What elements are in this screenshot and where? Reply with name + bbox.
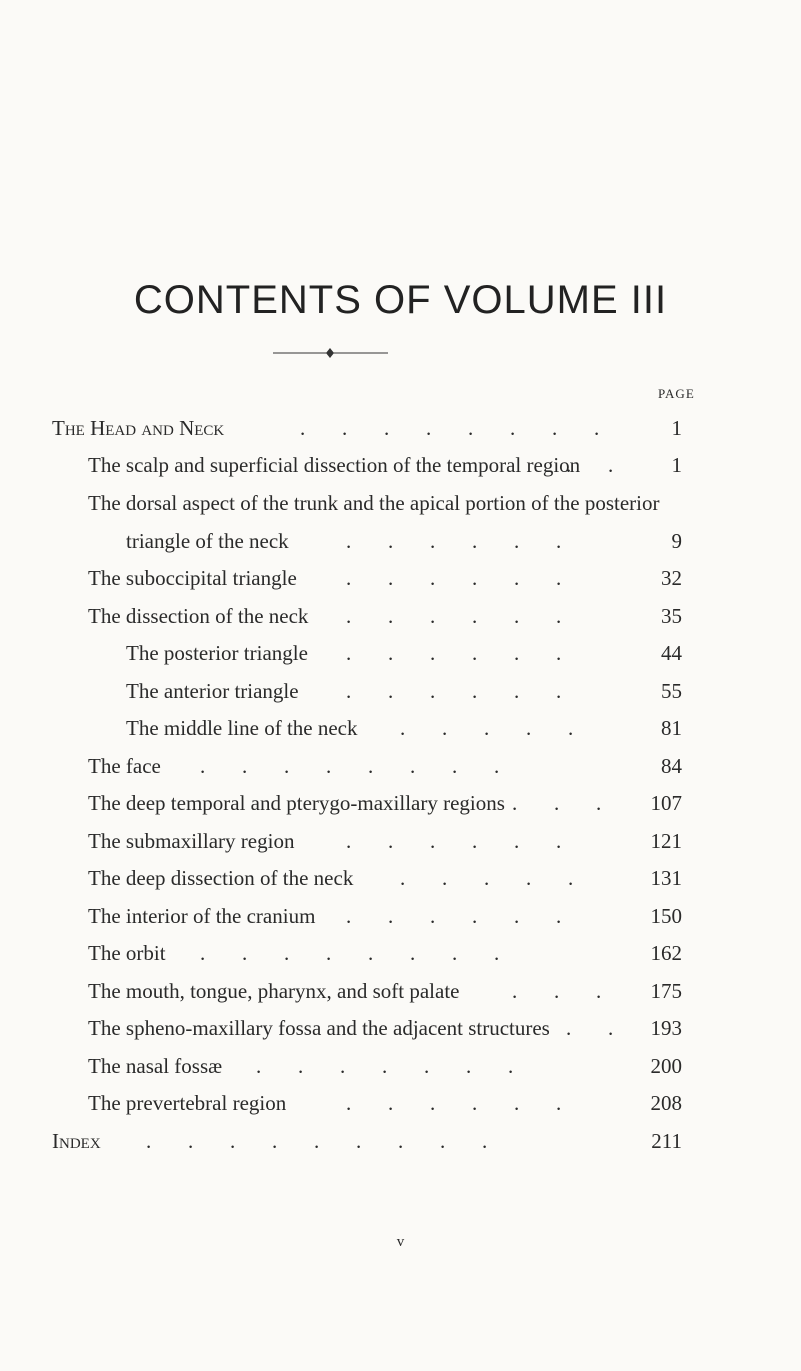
toc-entry-page: 9	[671, 529, 682, 553]
page-title: CONTENTS OF VOLUME III	[133, 278, 668, 322]
toc-entry-title: The face	[88, 754, 161, 778]
toc-entry-page: 32	[661, 566, 682, 590]
toc-leader-dots: . . . . . .	[346, 566, 562, 590]
toc-entry-title: The prevertebral region	[88, 1091, 287, 1115]
toc-leader-dots: . . . . . .	[346, 529, 562, 553]
toc-entry-title: The dorsal aspect of the trunk and the apical portion of the posterior	[88, 491, 660, 515]
toc-entry-page: 211	[651, 1129, 682, 1153]
toc-leader-dots: . .	[566, 1016, 614, 1040]
toc-entry-page: 81	[661, 716, 682, 740]
toc-entry-page: 162	[650, 941, 682, 965]
toc-entry-title: The Head and Neck	[52, 416, 225, 440]
toc-leader-dots: . . . . . . . .	[200, 941, 500, 965]
page-folio: v	[396, 1234, 405, 1250]
toc-leader-dots: . .	[566, 453, 614, 477]
toc-leader-dots: . . . . . . . . .	[146, 1129, 488, 1153]
toc-entry-title: The dissection of the neck	[88, 604, 309, 628]
toc-entry-page: 121	[650, 829, 682, 853]
toc-leader-dots: . . . . . . . .	[200, 754, 500, 778]
toc-entry-title: Index	[52, 1129, 101, 1153]
toc-entry-title: The nasal fossæ	[88, 1054, 223, 1078]
toc-leader-dots: . . . . .	[400, 866, 574, 890]
toc-entry-page: 193	[650, 1016, 682, 1040]
toc-entry-page: 175	[650, 979, 682, 1003]
toc-entry-page: 44	[661, 641, 682, 665]
toc-entry-title: The middle line of the neck	[126, 716, 358, 740]
toc-leader-dots: . . . . . .	[346, 604, 562, 628]
toc-leader-dots: . . . . . .	[346, 1091, 562, 1115]
toc-leader-dots: . . . . . . . .	[300, 416, 600, 440]
toc-entry-title: The deep dissection of the neck	[88, 866, 354, 890]
toc-entry-title: The submaxillary region	[88, 829, 295, 853]
toc-leader-dots: . . . . . .	[346, 679, 562, 703]
toc-entry-title: The scalp and superficial dissection of the temporal region	[88, 453, 581, 477]
toc-entry-page: 55	[661, 679, 682, 703]
toc-entry-title: The mouth, tongue, pharynx, and soft palate	[88, 979, 460, 1003]
toc-leader-dots: . . . . . .	[346, 641, 562, 665]
toc-entry-page: 84	[661, 754, 682, 778]
page-column-header: PAGE	[658, 386, 695, 401]
toc-leader-dots: . . .	[512, 979, 602, 1003]
toc-leader-dots: . . . . . . .	[256, 1054, 514, 1078]
toc-entry-title: triangle of the neck	[126, 529, 289, 553]
toc-leader-dots: . . .	[512, 791, 602, 815]
toc-entry-page: 150	[650, 904, 682, 928]
toc-entry-title: The posterior triangle	[126, 641, 308, 665]
toc-entry-page: 200	[650, 1054, 682, 1078]
toc-entry-page: 1	[671, 453, 682, 477]
toc-entry-page: 107	[650, 791, 682, 815]
toc-entry-page: 131	[650, 866, 682, 890]
toc-entry-title: The spheno-maxillary fossa and the adjacent structures	[88, 1016, 550, 1040]
toc-entry-title: The suboccipital triangle	[88, 566, 297, 590]
toc-leader-dots: . . . . .	[400, 716, 574, 740]
toc-entry-title: The interior of the cranium	[88, 904, 316, 928]
toc-entry-page: 35	[661, 604, 682, 628]
toc-entry-page: 1	[671, 416, 682, 440]
toc-entry-title: The anterior triangle	[126, 679, 299, 703]
toc-entry-page: 208	[650, 1091, 682, 1115]
toc-leader-dots: . . . . . .	[346, 904, 562, 928]
toc-entry-title: The deep temporal and pterygo-maxillary regions	[88, 791, 505, 815]
toc-leader-dots: . . . . . .	[346, 829, 562, 853]
toc-entry-title: The orbit	[88, 941, 166, 965]
